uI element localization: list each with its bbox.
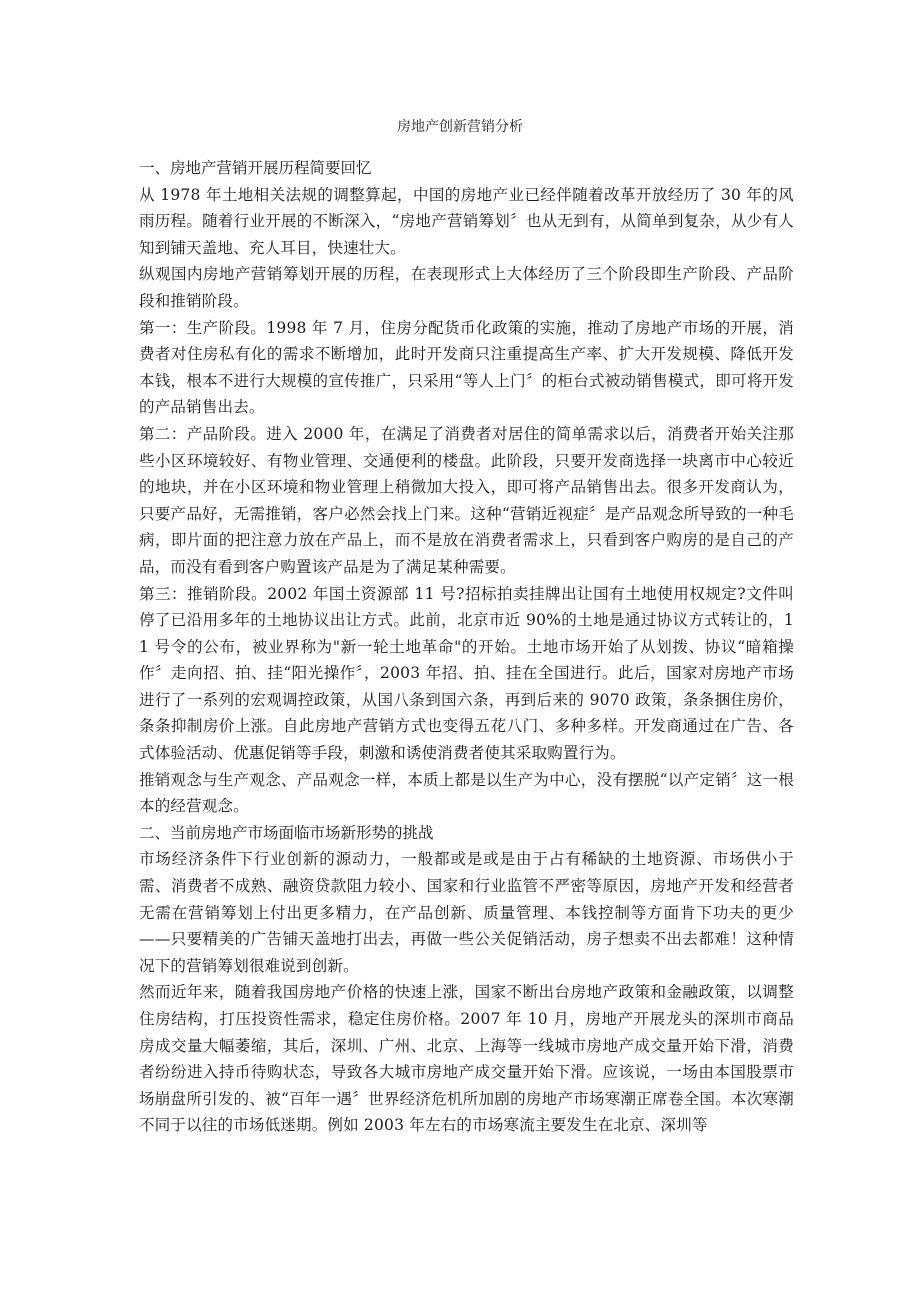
paragraph-intro: 从 1978 年土地相关法规的调整算起，中国的房地产业已经伴随着改革开放经历了 30 年的风雨历程。随着行业开展的不断深入，“房地产营销筹划〞也从无到有，从简单到复杂，从少有人知到铺天盖地、充人耳目，快速壮大。 bbox=[139, 185, 794, 257]
paragraph-production-stage: 第一：生产阶段。1998 年 7 月，住房分配货币化政策的实施，推动了房地产市场的开展，消费者对住房私有化的需求不断增加，此时开发商只注重提高生产率、扩大开发规模、降低开发本钱，根本不进行大规模的宣传推广，只采用“等人上门〞的柜台式被动销售模式，即可将开发的产品销售出去。 bbox=[139, 318, 794, 417]
paragraph-product-stage: 第二：产品阶段。进入 2000 年，在满足了消费者对居住的简单需求以后，消费者开始关注那些小区环境较好、有物业管理、交通便利的楼盘。此阶段，只要开发商选择一块离市中心较近的地块，并在小区环境和物业管理上稍微加大投入，即可将产品销售出去。很多开发商认为，只要产品好，无需推销，客户必然会找上门来。这种“营销近视症〞是产品观念所导致的一种毛病，即片面的把注意力放在产品上，而不是放在消费者需求上，只看到客户购房的是自己的产品，而没有看到客户购置该产品是为了满足某种需要。 bbox=[139, 424, 794, 576]
paragraph-innovation-drivers: 市场经济条件下行业创新的源动力，一般都或是或是由于占有稀缺的土地资源、市场供小于需、消费者不成熟、融资贷款阻力较小、国家和行业监管不严密等原因，房地产开发和经营者无需在营销筹划上付出更多精力，在产品创新、质量管理、本钱控制等方面肯下功夫的更少——只要精美的广告铺天盖地打出去，再做一些公关促销活动，房子想卖不出去都难！这种情况下的营销筹划很难说到创新。 bbox=[139, 850, 794, 975]
paragraph-sales-concept: 推销观念与生产观念、产品观念一样，本质上都是以生产为中心，没有摆脱“以产定销〞这一根本的经营观念。 bbox=[139, 770, 794, 816]
paragraph-stages-overview: 纵观国内房地产营销筹划开展的历程，在表现形式上大体经历了三个阶段即生产阶段、产品阶段和推销阶段。 bbox=[139, 265, 794, 310]
section-heading-1: 一、房地产营销开展历程简要回忆 bbox=[139, 159, 372, 177]
paragraph-sales-stage: 第三：推销阶段。2002 年国土资源部 11 号?招标拍卖挂牌出让国有土地使用权规定?文件叫停了已沿用多年的土地协议出让方式。此前，北京市近 90%的土地是通过协议方式转让的，11 号令的公布，被业界称为"新一轮土地革命"的开始。土地市场开始了从划拨、协议“暗箱操作〞走向招、拍、挂“阳光操作〞，2003 年招、拍、挂在全国进行。此后，国家对房地产市场进行了一系列的宏观调控政策，从国八条到国六条，再到后来的 9070 政策，条条捆住房价，条条抑制房价上涨。自此房地产营销方式也变得五花八门、多种多样。开发商通过在广告、各式体验活动、优惠促销等手段，刺激和诱使消费者使其采取购置行为。 bbox=[139, 584, 794, 763]
section-heading-2: 二、当前房地产市场面临市场新形势的挑战 bbox=[139, 823, 434, 842]
document-body bbox=[139, 155, 794, 1139]
document-title: 房地产创新营销分析 bbox=[397, 119, 523, 135]
paragraph-market-downturn: 然而近年来，随着我国房地产价格的快速上涨，国家不断出台房地产政策和金融政策，以调整住房结构，打压投资性需求，稳定住房价格。2007 年 10 月，房地产开展龙头的深圳市商品房成交量大幅萎缩，其后，深圳、广州、北京、上海等一线城市房地产成交量开始下滑，消费者纷纷进入持币待购状态，导致各大城市房地产成交量开始下滑。应该说，一场由本国股票市场崩盘所引发的、被“百年一遇〞世界经济危机所加剧的房地产市场寒潮正席卷全国。本次寒潮不同于以往的市场低迷期。例如 2003 年左右的市场寒流主要发生在北京、深圳等 bbox=[139, 983, 794, 1135]
